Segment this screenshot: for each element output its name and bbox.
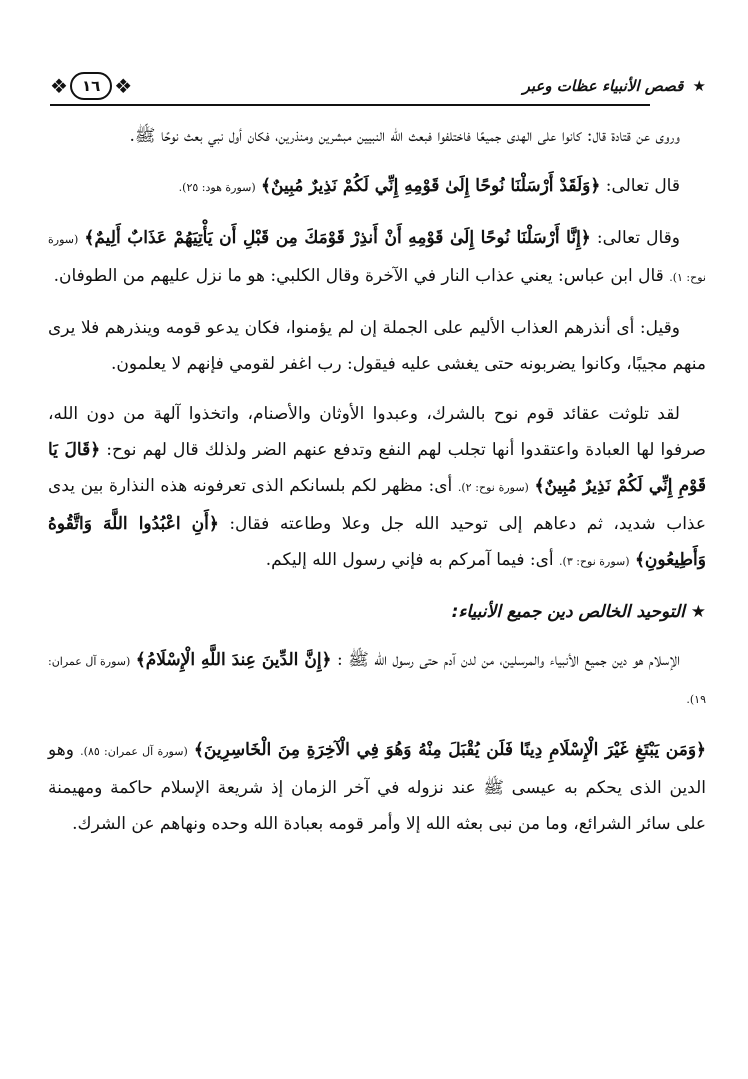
quran-verse: ﴿وَمَن يَبْتَغِ غَيْرَ الْإِسْلَامِ دِينًا فَلَن يُقْبَلَ مِنْهُ وَهُوَ فِي الْآخِرَةِ مِنَ الْخَاسِرِينَ﴾ [193, 740, 707, 760]
paragraph-isa [48, 732, 706, 842]
verse-reference: (سورة آل عمران: ٨٥). [80, 745, 188, 758]
page-body [48, 118, 706, 856]
verse-lead: وقال تعالى: [596, 228, 681, 248]
quran-verse: ﴿أَنِ اعْبُدُوا اللَّهَ وَاتَّقُوهُ وَأَطِيعُونِ﴾ [48, 514, 706, 570]
ornament-right-icon: ❖ [114, 74, 133, 98]
paragraph-islam [48, 642, 706, 718]
paragraph-text: أى: فيما آمركم به فإني رسول الله إليكم. [265, 550, 554, 570]
paragraph-text: وهو الدين الذى يحكم به عيسى ﷺ عند نزوله في آخر الزمان إذ شريعة الإسلام حاكمة ومهيمنة على سائر الشرائع، وما من نبى بعثه الله إلا وأمر قومه بعبادة الله وحده ونهاهم عن الشرك. [48, 740, 706, 834]
header-divider [50, 104, 650, 106]
paragraph-shirk [48, 396, 706, 580]
quran-verse: ﴿وَلَقَدْ أَرْسَلْنَا نُوحًا إِلَىٰ قَوْمِهِ إِنِّي لَكُمْ نَذِيرٌ مُبِينٌ﴾ [261, 176, 601, 196]
quran-verse: ﴿إِنَّ الدِّينَ عِندَ اللَّهِ الْإِسْلَامُ﴾ [135, 650, 332, 670]
ornament-left-icon: ❖ [50, 74, 68, 98]
verse-reference: (سورة نوح: ١). [48, 233, 706, 284]
verse-lead: قال تعالى: [605, 176, 680, 196]
paragraph-text: الإسلام هو دين جميع الأنبياء والمرسلين، من لدن آدم حتى رسول الله ﷺ : [337, 650, 681, 670]
page-header [50, 66, 706, 106]
verse-reference: (سورة نوح: ٢). [457, 481, 529, 494]
paragraph-warning [48, 310, 706, 382]
quran-verse: ﴿إِنَّا أَرْسَلْنَا نُوحًا إِلَىٰ قَوْمِهِ أَنْ أَنذِرْ قَوْمَكَ مِن قَبْلِ أَن يَأْتِيَهُمْ عَذَابٌ أَلِيمٌ﴾ [84, 228, 591, 248]
paragraph-text: أى: مظهر لكم بلسانكم الذى تعرفونه هذه النذارة بين يدى عذاب شديد، ثم دعاهم إلى توحيد الله جل وعلا وطاعته فقال: [48, 476, 707, 534]
page-number: ١٦ [70, 72, 112, 100]
paragraph-text: قال ابن عباس: يعني عذاب النار في الآخرة وقال الكلبي: هو ما نزل عليهم من الطوفان. [53, 266, 664, 286]
paragraph-hud-verse [48, 168, 706, 206]
verse-reference: (سورة نوح: ٣). [559, 555, 630, 568]
verse-reference: (سورة هود: ٢٥). [178, 181, 256, 194]
paragraph-text: وروى عن قتادة قال: كانوا على الهدى جميعًا فاختلفوا فبعث الله النبيين مبشرين ومنذرين، فكان أول نبي بعث نوحًا ﷺ. [129, 126, 680, 146]
quran-verse: ﴿قَالَ يَا قَوْمِ إِنِّي لَكُمْ نَذِيرٌ مُبِينٌ﴾ [48, 440, 707, 496]
paragraph-nuh-verse [48, 220, 706, 296]
paragraph-text: وقيل: أى أنذرهم العذاب الأليم على الجملة إن لم يؤمنوا، فكان يدعو قومه وينذرهم فلا يرى منهم مجيبًا، وكانوا يضربونه حتى يغشى عليه فيقول: رب اغفر لقومي فإنهم لا يعلمون. [48, 318, 706, 374]
running-title-text: قصص الأنبياء عظات وعبر [522, 77, 684, 95]
paragraph-text: لقد تلوثت عقائد قوم نوح بالشرك، وعبدوا الأوثان والأصنام، واتخذوا آلهة من دون الله، صرفوا لها العبادة واعتقدوا أنها تجلب لهم النفع وتدفع عنهم الضر ولذلك قال لهم نوح: [48, 404, 706, 460]
section-heading: ★ التوحيد الخالص دين جميع الأنبياء: [451, 602, 706, 622]
verse-reference: (سورة آل عمران: ١٩). [48, 655, 706, 706]
page-number-ornament [50, 72, 132, 100]
star-icon: ★ [692, 77, 706, 95]
paragraph-qatada [48, 118, 706, 154]
running-title [523, 77, 706, 95]
